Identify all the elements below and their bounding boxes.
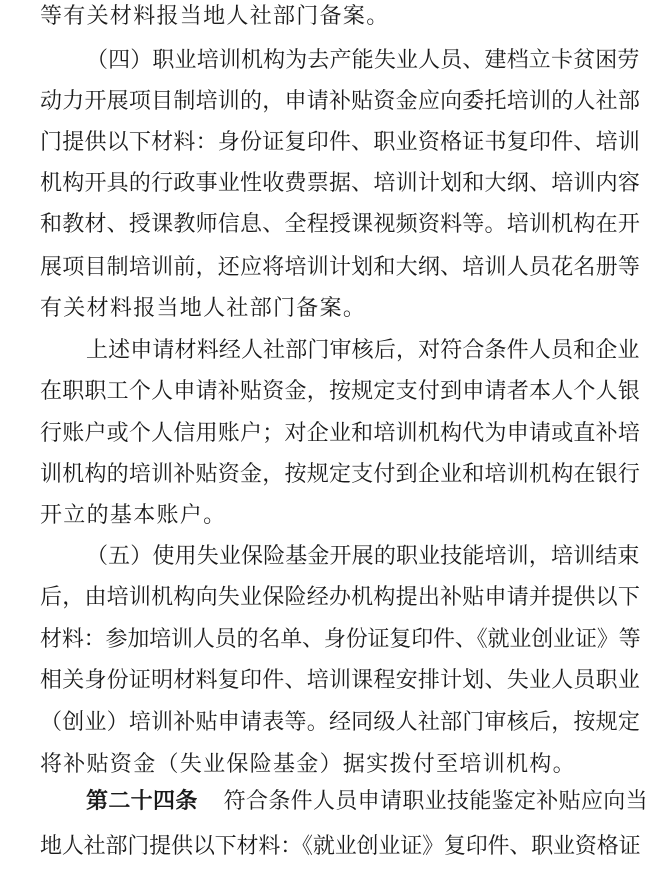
text-line: （五）使用失业保险基金开展的职业技能培训，培训结束: [86, 544, 640, 569]
text-line: 上述申请材料经人社部门审核后，对符合条件人员和企业: [86, 338, 640, 363]
last-line: 地人社部门提供以下材料：《就业创业证》复印件、职业资格证: [40, 834, 641, 859]
text-line: 机构开具的行政事业性收费票据、培训计划和大纲、培训内容: [40, 171, 641, 196]
text-line: 动力开展项目制培训的，申请补贴资金应向委托培训的人社部: [40, 89, 641, 114]
article-text: 符合条件人员申请职业技能鉴定补贴应向当: [223, 789, 648, 814]
text-line: 将补贴资金（失业保险基金）据实拨付至培训机构。: [40, 752, 576, 777]
article-line: [86, 787, 648, 817]
text-line: 展项目制培训前，还应将培训计划和大纲、培训人员花名册等: [40, 255, 641, 280]
text-line: 相关身份证明材料复印件、培训课程安排计划、失业人员职业: [40, 668, 641, 693]
article-heading: 第二十四条: [86, 789, 198, 814]
text-line: 在职职工个人申请补贴资金，按规定支付到申请者本人个人银: [40, 379, 641, 404]
text-line: 门提供以下材料：身份证复印件、职业资格证书复印件、培训: [40, 130, 641, 155]
text-line: （四）职业培训机构为去产能失业人员、建档立卡贫困劳: [86, 48, 640, 73]
text-line: 训机构的培训补贴资金，按规定支付到企业和培训机构在银行: [40, 462, 641, 487]
text-line: 行账户或个人信用账户；对企业和培训机构代为申请或直补培: [40, 421, 641, 446]
text-line: 等有关材料报当地人社部门备案。: [40, 4, 390, 29]
text-line: 后，由培训机构向失业保险经办机构提出补贴申请并提供以下: [40, 585, 641, 610]
text-line: 材料：参加培训人员的名单、身份证复印件、《就业创业证》等: [40, 627, 641, 652]
text-line: 和教材、授课教师信息、全程授课视频资料等。培训机构在开: [40, 212, 641, 237]
text-line: （创业）培训补贴申请表等。经同级人社部门审核后，按规定: [40, 710, 641, 735]
text-line: 开立的基本账户。: [40, 503, 227, 528]
text-line: 有关材料报当地人社部门备案。: [40, 296, 367, 321]
